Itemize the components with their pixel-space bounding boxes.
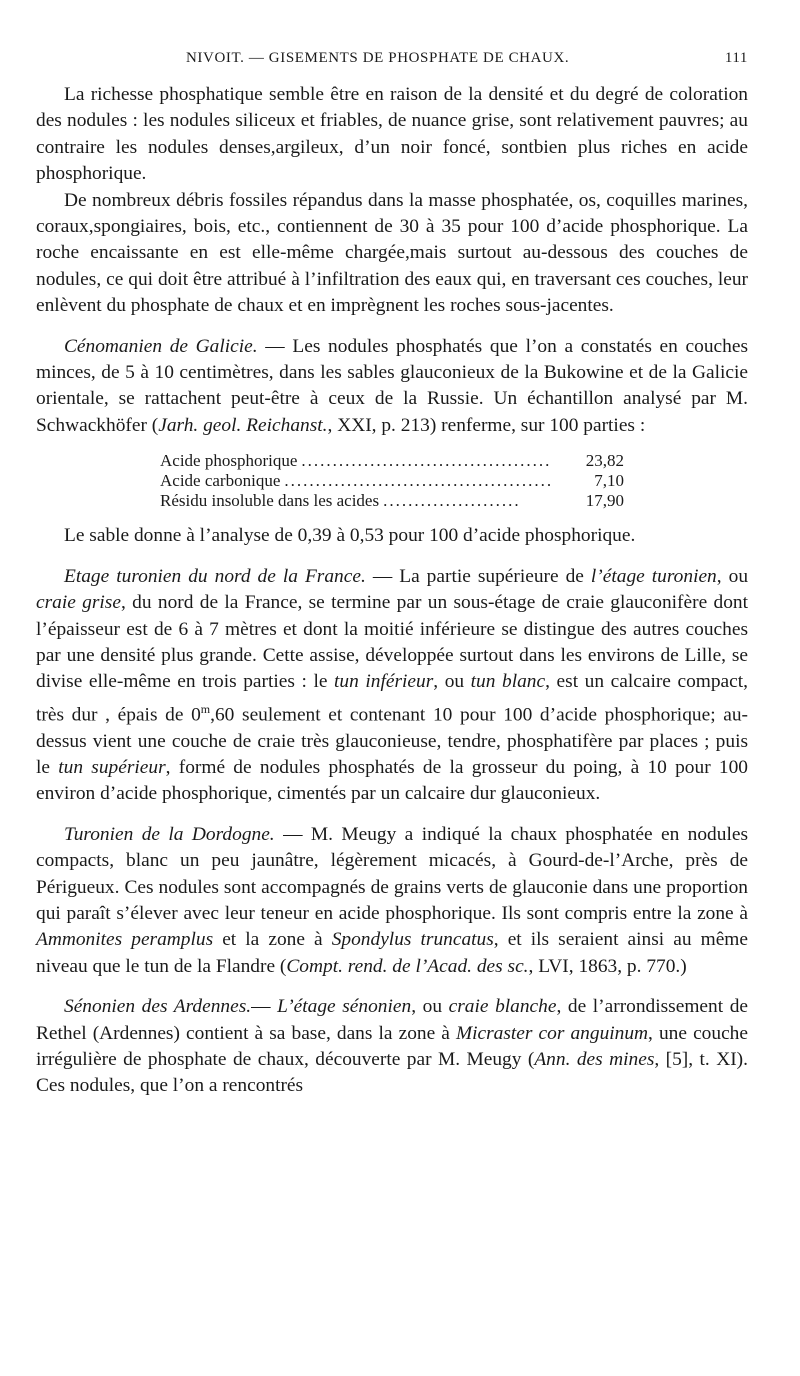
section-cenomanien-galicie: Cénomanien de Galicie. — Les nodules phosphatés que l’on a constatés en couches minces, de 5 à 10 centimètres, dans les sables glauconieux de la Bukowine et de la Galicie orientale, se rattachent peut-être à ceux de la Russie. Un échantillon analysé par M. Schwackhöfer (Jarh. geol. Reichanst., XXI, p. 213) renferme, sur 100 parties : <box>36 335 748 436</box>
running-head <box>36 46 748 76</box>
page <box>36 46 748 1100</box>
paragraph-richesse: La richesse phosphatique semble être en raison de la densité et du degré de coloration des nodules : les nodules siliceux et friables, de nuance grise, sont relativement pauvres; au contraire les nodules denses,argileux, d’un noir foncé, sontbien plus riches en acide phosphorique. <box>36 84 748 185</box>
dot-leader: ........................................ <box>301 451 552 471</box>
paragraph-debris-fossiles: De nombreux débris fossiles répandus dans la masse phosphatée, os, coquilles marines, coraux,spongiaires, bois, etc., contiennent de 30 à 35 pour 100 d’acide phosphorique. La roche encaissante en est elle-même chargée,mais surtout au-dessous des couches de nodules, ce qui doit être attribué à l’infiltration des eaux qui, en traversant ces couches, leur enlèvent du phosphate de chaux et en imprègnent les roches sous-jacentes. <box>36 189 748 317</box>
dot-leader: ...................... <box>383 491 521 511</box>
running-title: NIVOIT. — GISEMENTS DE PHOSPHATE DE CHAUX. <box>186 50 570 66</box>
section-heading: Cénomanien de Galicie. <box>64 335 258 357</box>
analysis-row <box>160 471 624 491</box>
dot-leader: ........................................... <box>284 471 554 491</box>
analysis-value: 17,90 <box>585 491 624 511</box>
reference-title: Jarh. geol. Reichanst. <box>158 414 328 436</box>
section-senonien-ardennes: Sénonien des Ardennes.— L’étage sénonien, ou craie blanche, de l’arrondissement de Rethel (Ardennes) contient à sa base, dans la zone à Micraster cor anguinum, une couche irrégulière de phosphate de chaux, découverte par M. Meugy (Ann. des mines, [5], t. XI). Ces nodules, que l’on a rencontrés <box>36 996 749 1097</box>
section-turonien-dordogne: Turonien de la Dordogne. — M. Meugy a indiqué la chaux phosphatée en nodules compacts, blanc un peu jaunâtre, légèrement micacés, à Gourd-de-l’Arche, près de Périgueux. Ces nodules sont accompagnés de grains verts de glauconie dans une proportion qui paraît s’élever avec leur teneur en acide phosphorique. Ils sont compris entre la zone à Ammonites peramplus et la zone à Spondylus truncatus, et ils seraient ainsi au même niveau que le tun de la Flandre (Compt. rend. de l’Acad. des sc., LVI, 1863, p. 770.) <box>36 823 748 977</box>
analysis-value: 23,82 <box>585 451 624 471</box>
page-number: 111 <box>724 50 748 66</box>
analysis-row <box>160 451 624 471</box>
analysis-value: 7,10 <box>594 471 624 491</box>
paragraph-sable: Le sable donne à l’analyse de 0,39 à 0,53 pour 100 d’acide phosphorique. <box>64 525 636 547</box>
analysis-row <box>160 491 624 511</box>
analysis-table <box>160 451 624 511</box>
section-turonien-nord: Etage turonien du nord de la France. — La partie supérieure de l’étage turonien, ou craie grise, du nord de la France, se termine par un sous-étage de craie glauconifère dont l’épaisseur est de 6 à 7 mètres et dont la moitié inférieure se distingue des autres couches par une densité plus grande. Cette assise, développée surtout dans les environs de Lille, se divise elle-même en trois parties : le tun inférieur, ou tun blanc, est un calcaire compact, très dur , épais de 0$^m$,60 seulement et contenant 10 pour 100 d’acide phosphorique; au-dessus vient une couche de craie très glauconieuse, tendre, phosphatifère par places ; puis le tun supérieur, formé de nodules phosphatés de la grosseur du poing, à 10 pour 100 environ d’acide phosphorique, cimentés par un calcaire dur glauconieux. <box>36 565 749 805</box>
section-heading: Turonien de la Dordogne. <box>64 823 275 845</box>
analysis-label: Résidu insoluble dans les acides <box>160 491 380 511</box>
section-heading: Sénonien des Ardennes. <box>64 996 252 1018</box>
analysis-label: Acide carbonique <box>160 471 281 491</box>
analysis-label: Acide phosphorique <box>160 451 298 471</box>
section-heading: Etage turonien du nord de la France. <box>64 565 366 587</box>
